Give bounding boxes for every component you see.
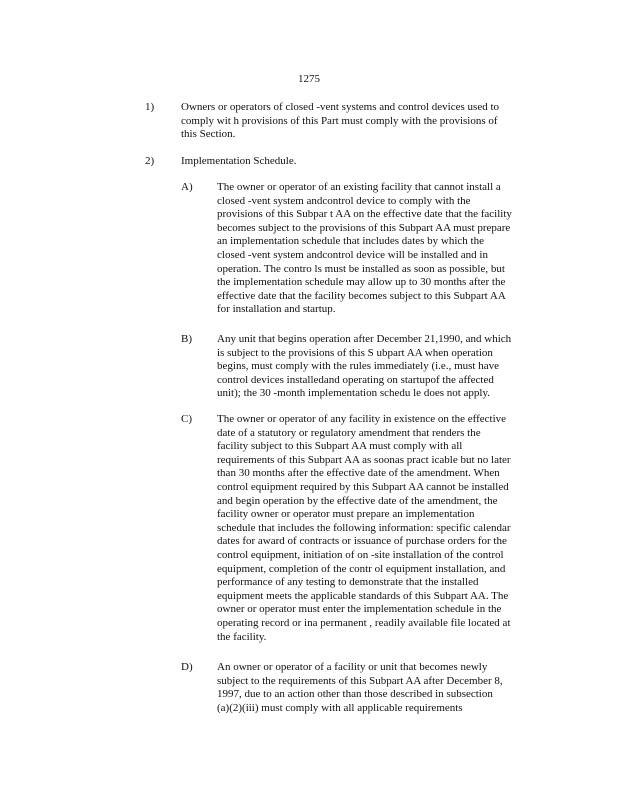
- text-line: and begin operation by the effective date of the amendment, the: [217, 494, 498, 507]
- text-line: effective date that the facility becomes subject to this Subpart AA: [217, 289, 506, 302]
- text-line: 1997, due to an action other than those described in subsection: [217, 688, 493, 701]
- text-line: begins, must comply with the rules immediately (i.e., must have: [217, 360, 499, 373]
- list-marker: B): [181, 333, 192, 345]
- text-line: owner or operator must enter the implementation schedule in the: [217, 603, 502, 616]
- text-line: facility owner or operator must prepare an implementation: [217, 508, 475, 521]
- text-line: Owners or operators of closed -vent systems and control devices used to: [181, 101, 500, 113]
- text-line: control equipment required by this Subpart AA cannot be installed: [217, 480, 509, 493]
- text-line: equipment, completion of the contr ol equipment installation, and: [217, 562, 506, 575]
- list-marker: 1): [145, 101, 155, 113]
- list-marker: 2): [145, 155, 155, 167]
- text-line: control equipment, initiation of on -site installation of the control: [217, 548, 504, 561]
- text-line: unit); the 30 -month implementation schedu le does not apply.: [217, 387, 491, 400]
- text-line: operating record or ina permanent , readily available file located at: [217, 616, 511, 629]
- text-line: equipment meets the applicable standards of this Subpart AA. The: [217, 589, 509, 602]
- text-line: becomes subject to the provisions of this Subpart AA must prepare: [217, 221, 511, 234]
- text-line: than 30 months after the effective date of the amendment. When: [217, 467, 500, 480]
- text-line: Implementation Schedule.: [181, 155, 297, 167]
- text-line: an implementation schedule that includes dates by which the: [217, 235, 484, 248]
- text-line: schedule that includes the following information: specific calendar: [217, 521, 511, 534]
- text-line: dates for award of contracts or issuance of purchase orders for the: [217, 535, 507, 548]
- paragraph-text: [181, 155, 526, 169]
- paragraph-text: [217, 181, 538, 317]
- text-line: the implementation schedule may allow up to 30 months after the: [217, 276, 506, 289]
- text-line: An owner or operator of a facility or unit that becomes newly: [217, 661, 488, 673]
- text-line: facility subject to this Subpart AA must comply with all: [217, 440, 463, 453]
- text-line: operation. The contro ls must be installed as soon as possible, but: [217, 262, 505, 275]
- page-number: 1275: [298, 73, 320, 85]
- text-line: subject to the requirements of this Subpart AA after December 8,: [217, 674, 503, 687]
- text-line: performance of any testing to demonstrate that the installed: [217, 576, 479, 589]
- paragraph-text: [217, 661, 538, 715]
- text-line: for installation and startup.: [217, 303, 336, 316]
- text-line: closed -vent system andcontrol device will be installed and in: [217, 248, 488, 261]
- text-line: date of a statutory or regulatory amendment that renders the: [217, 426, 481, 439]
- text-line: control devices installedand operating on startupof the affected: [217, 373, 494, 386]
- text-line: The owner or operator of an existing facility that cannot install a: [217, 181, 501, 193]
- list-marker: C): [181, 413, 192, 425]
- text-line: Any unit that begins operation after December 21,1990, and which: [217, 333, 512, 345]
- text-line: is subject to the provisions of this S ubpart AA when operation: [217, 346, 493, 359]
- text-line: provisions of this Subpar t AA on the effective date that the facility: [217, 208, 512, 221]
- text-line: requirements of this Subpart AA as soonas pract icable but no later: [217, 453, 511, 466]
- text-line: The owner or operator of any facility in existence on the effective: [217, 413, 507, 425]
- text-line: this Section.: [181, 128, 236, 141]
- paragraph-text: [217, 413, 538, 644]
- list-marker: D): [181, 661, 193, 673]
- text-line: the facility.: [217, 630, 267, 643]
- text-line: (a)(2)(iii) must comply with all applicable requirements: [217, 701, 463, 714]
- paragraph-text: [217, 333, 538, 401]
- list-marker: A): [181, 181, 193, 193]
- text-line: closed -vent system andcontrol device to comply with the: [217, 194, 471, 207]
- text-line: comply wit h provisions of this Part must comply with the provisions of: [181, 114, 498, 127]
- paragraph-text: [181, 101, 526, 142]
